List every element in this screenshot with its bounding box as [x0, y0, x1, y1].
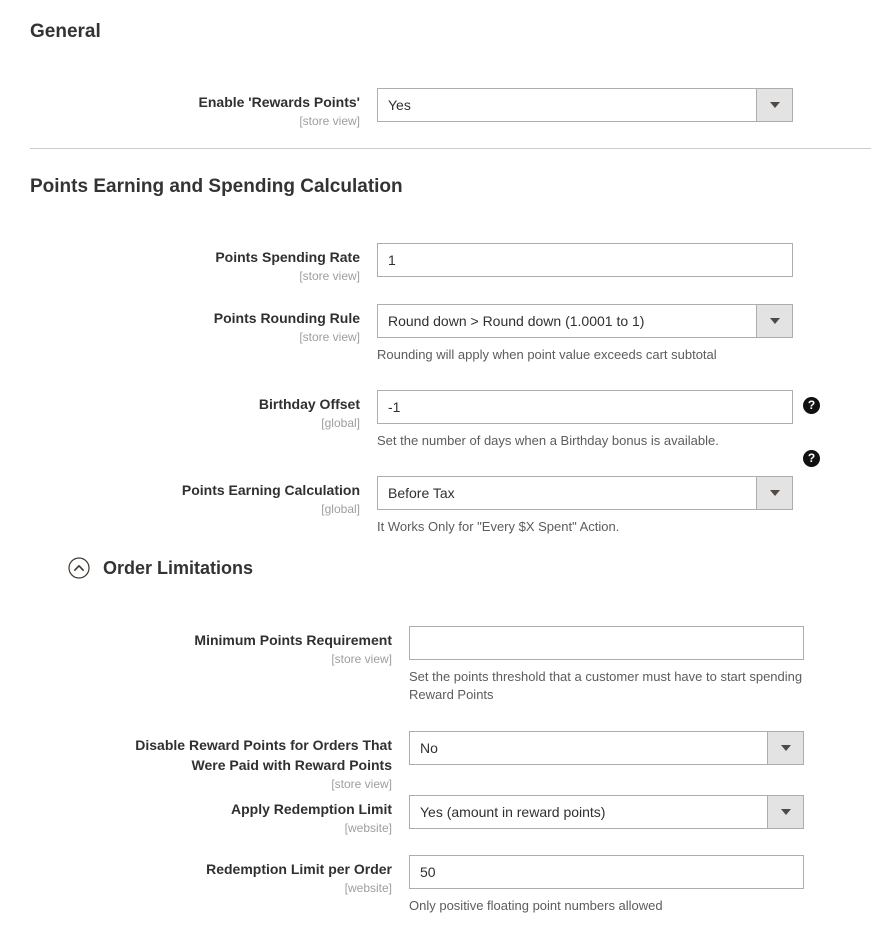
apply-redemption-limit-scope: [website] — [344, 821, 392, 835]
birthday-offset-scope: [global] — [321, 416, 360, 430]
disable-reward-points-label-col — [30, 731, 392, 792]
chevron-down-icon — [756, 89, 792, 121]
section-divider — [30, 148, 871, 149]
min-points-label: Minimum Points Requirement — [194, 632, 392, 648]
earning-calc-note: It Works Only for "Every $X Spent" Action. — [377, 519, 620, 534]
birthday-offset-note: Set the number of days when a Birthday bonus is available. — [377, 433, 719, 448]
enable-rewards-label: Enable 'Rewards Points' — [198, 94, 360, 110]
field-row-spending-rate — [30, 243, 857, 284]
rounding-rule-selected-value: Round down > Round down (1.0001 to 1) — [388, 313, 645, 329]
apply-redemption-limit-selected-value: Yes (amount in reward points) — [420, 804, 606, 820]
disable-reward-points-selected-value: No — [420, 740, 438, 756]
redemption-limit-per-order-input[interactable] — [409, 855, 804, 889]
earning-calc-label: Points Earning Calculation — [181, 482, 360, 498]
enable-rewards-label-col — [30, 88, 360, 129]
chevron-down-icon — [756, 305, 792, 337]
min-points-note: Set the points threshold that a customer must have to start spending Reward Points — [409, 669, 803, 702]
disable-reward-points-scope: [store view] — [331, 777, 392, 791]
redemption-limit-label: Redemption Limit per Order — [206, 861, 392, 877]
apply-redemption-limit-select[interactable] — [409, 795, 804, 829]
field-row-min-points — [30, 626, 857, 704]
disable-reward-points-field-col — [409, 731, 804, 765]
field-row-redemption-limit — [30, 855, 857, 915]
field-row-earning-calc — [30, 476, 857, 536]
points-rounding-rule-select[interactable] — [377, 304, 793, 338]
help-icon[interactable]: ? — [803, 397, 820, 414]
earning-calc-scope: [global] — [321, 502, 360, 516]
redemption-limit-note: Only positive floating point numbers allowed — [409, 898, 663, 913]
birthday-offset-label: Birthday Offset — [258, 396, 360, 412]
section-title-order-limitations: Order Limitations — [103, 558, 254, 578]
section-title-general: General — [30, 21, 101, 42]
min-points-scope: [store view] — [331, 652, 392, 666]
field-row-apply-redemption-limit — [30, 795, 857, 836]
apply-redemption-limit-label: Apply Redemption Limit — [231, 801, 392, 817]
spending-rate-scope: [store view] — [299, 269, 360, 283]
field-row-rounding-rule — [30, 304, 857, 364]
rounding-rule-label-col — [30, 304, 360, 345]
rounding-rule-field-col — [377, 304, 793, 364]
earning-calc-field-col — [377, 476, 793, 536]
chevron-down-icon — [767, 732, 803, 764]
spending-rate-field-col — [377, 243, 793, 277]
field-row-birthday-offset — [30, 390, 857, 450]
field-row-disable-reward-points — [30, 731, 857, 792]
field-row-enable-rewards — [30, 88, 857, 129]
spending-rate-label: Points Spending Rate — [215, 249, 360, 265]
birthday-offset-label-col — [30, 390, 360, 431]
points-earning-calculation-select[interactable] — [377, 476, 793, 510]
disable-reward-points-label: Disable Reward Points for Orders That Were Paid with Reward Points — [135, 737, 392, 773]
min-points-field-col — [409, 626, 804, 704]
help-icon-row — [30, 450, 857, 467]
enable-rewards-selected-value: Yes — [388, 97, 411, 113]
section-title-points-calc: Points Earning and Spending Calculation — [30, 176, 403, 197]
enable-rewards-scope: [store view] — [299, 114, 360, 128]
disable-reward-points-select[interactable] — [409, 731, 804, 765]
rounding-rule-label: Points Rounding Rule — [213, 310, 360, 326]
earning-calc-selected-value: Before Tax — [388, 485, 455, 501]
collapse-chevron-up-icon[interactable] — [68, 557, 90, 579]
chevron-down-icon — [756, 477, 792, 509]
enable-rewards-points-select[interactable] — [377, 88, 793, 122]
redemption-limit-scope: [website] — [344, 881, 392, 895]
birthday-offset-input[interactable] — [377, 390, 793, 424]
help-icon[interactable]: ? — [803, 450, 820, 467]
enable-rewards-field-col — [377, 88, 793, 122]
chevron-down-icon — [767, 796, 803, 828]
order-limitations-header[interactable] — [30, 556, 857, 580]
apply-redemption-limit-field-col — [409, 795, 804, 829]
spending-rate-label-col — [30, 243, 360, 284]
earning-calc-label-col — [30, 476, 360, 517]
points-spending-rate-input[interactable] — [377, 243, 793, 277]
minimum-points-requirement-input[interactable] — [409, 626, 804, 660]
rounding-rule-note: Rounding will apply when point value exceeds cart subtotal — [377, 347, 717, 362]
redemption-limit-field-col — [409, 855, 804, 915]
redemption-limit-label-col — [30, 855, 392, 896]
rounding-rule-scope: [store view] — [299, 330, 360, 344]
apply-redemption-limit-label-col — [30, 795, 392, 836]
min-points-label-col — [30, 626, 392, 667]
birthday-offset-field-col — [377, 390, 793, 450]
